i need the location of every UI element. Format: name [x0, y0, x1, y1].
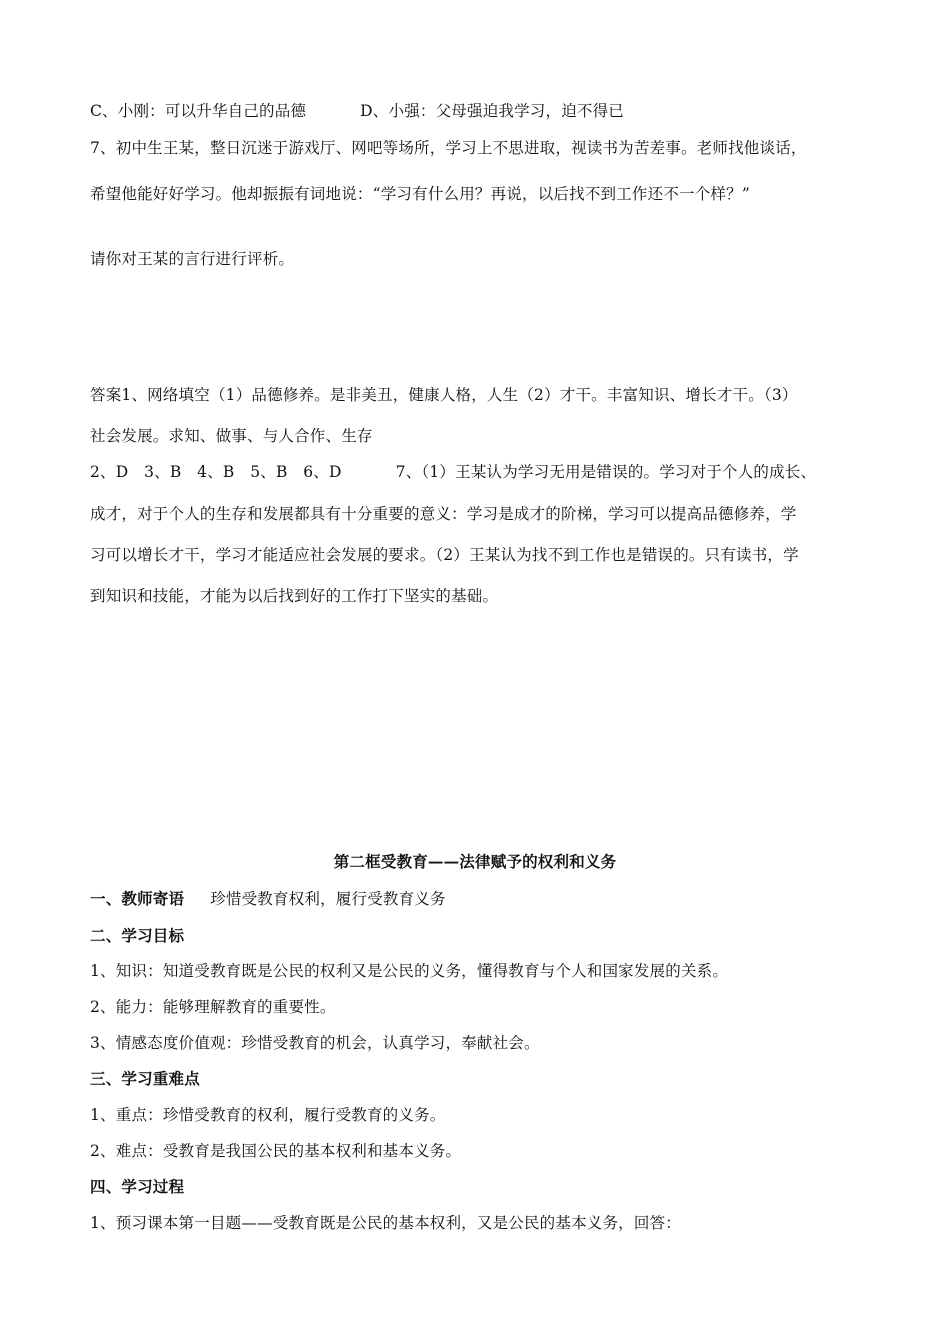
question-7-prompt: 请你对王某的言行进行评析。 — [90, 250, 295, 268]
answer-line-6: 到知识和技能，才能为以后找到好的工作打下坚实的基础。 — [90, 587, 499, 605]
process-heading: 四、学习过程 — [90, 1177, 185, 1196]
question-6-options — [90, 101, 870, 121]
answer-line-4: 成才，对于个人的生存和发展都具有十分重要的意义：学习是成才的阶梯，学习可以提高品德修养，学 — [90, 505, 797, 523]
lesson-title: 第二框受教育——法律赋予的权利和义务 — [333, 852, 617, 871]
answer-q7-start: 7、（1）王某认为学习无用是错误的。学习对于个人的成长、 — [395, 463, 817, 481]
teacher-message-text: 珍惜受教育权利，履行受教育义务 — [210, 890, 446, 908]
teacher-message — [90, 889, 870, 909]
key-points-heading: 三、学习重难点 — [90, 1069, 200, 1088]
question-7-line-1: 7、初中生王某，整日沉迷于游戏厅、网吧等场所，学习上不思进取，视读书为苦差事。老师找他谈话， — [90, 139, 807, 157]
teacher-message-heading: 一、教师寄语 — [90, 889, 185, 908]
objectives-heading: 二、学习目标 — [90, 926, 185, 945]
option-c: C、小刚：可以升华自己的品德 — [90, 102, 307, 120]
question-7-line-2: 希望他能好好学习。他却振振有词地说：“学习有什么用？再说，以后找不到工作还不一个样？” — [90, 185, 750, 203]
process-item: 1、预习课本第一目题——受教育既是公民的基本权利，又是公民的基本义务，回答： — [90, 1214, 681, 1232]
key-point-item: 1、重点：珍惜受教育的权利，履行受教育的义务。 — [90, 1106, 446, 1124]
option-d: D、小强：父母强迫我学习，迫不得已 — [360, 102, 625, 120]
answer-line-2: 社会发展。求知、做事、与人合作、生存 — [90, 427, 373, 445]
answer-choices: 2、D 3、B 4、B 5、B 6、D — [90, 463, 342, 481]
objective-item: 3、情感态度价值观：珍惜受教育的机会，认真学习，奉献社会。 — [90, 1034, 540, 1052]
answer-line-3 — [90, 462, 870, 482]
answer-line-5: 习可以增长才干，学习才能适应社会发展的要求。（2）王某认为找不到工作也是错误的。只有读书，学 — [90, 546, 799, 564]
answer-line-1: 答案1、网络填空（1）品德修养。是非美丑，健康人格，人生（2）才干。丰富知识、增长才干。（3） — [90, 386, 798, 404]
objective-item: 1、知识：知道受教育既是公民的权利又是公民的义务，懂得教育与个人和国家发展的关系。 — [90, 962, 729, 980]
key-point-item: 2、难点：受教育是我国公民的基本权利和基本义务。 — [90, 1142, 462, 1160]
objective-item: 2、能力：能够理解教育的重要性。 — [90, 998, 336, 1016]
